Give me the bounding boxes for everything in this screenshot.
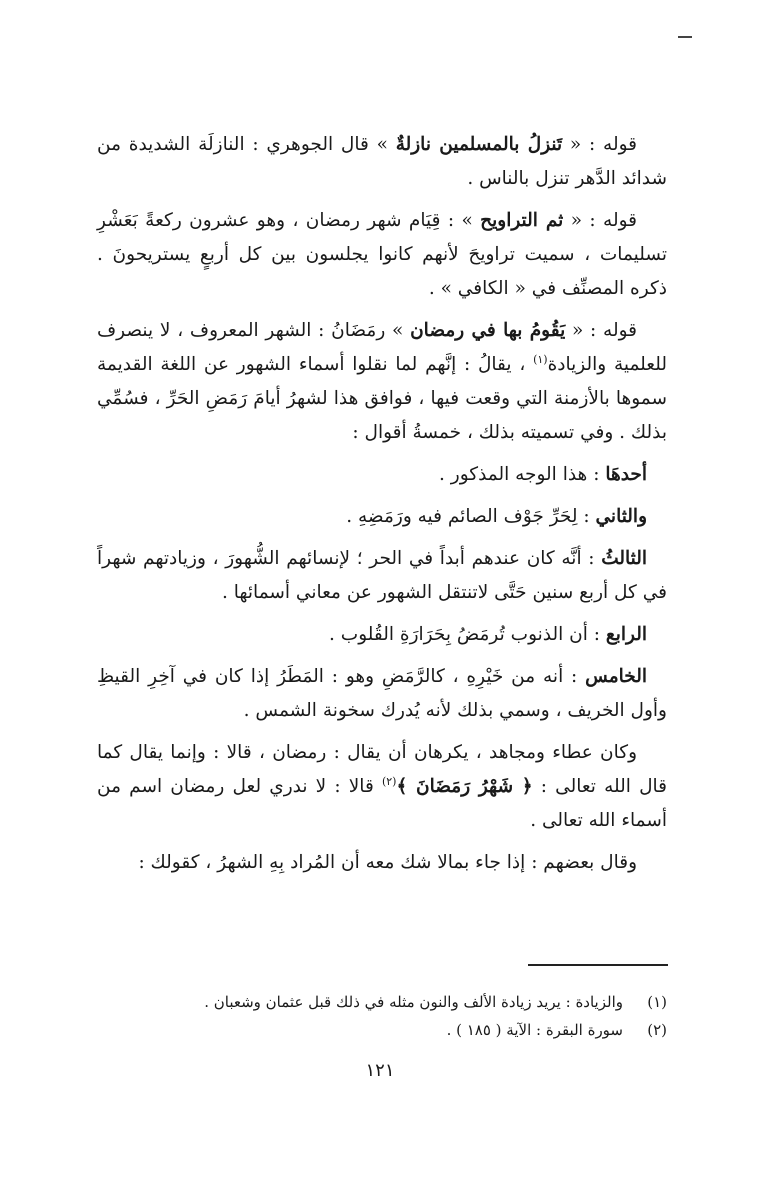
list-item-third [97,542,667,610]
footnotes [97,988,667,1044]
p4-b: قالا : لا ندري لعل رمضان اسم من أسماء الله تعالى . [97,776,667,831]
p4-a: وكان عطاء ومجاهد ، يكرهان أن يقال : رمضان ، قالا : وإنما يقال كما قال الله تعالى : [97,742,667,797]
item-text: : هذا الوجه المذكور . [439,464,606,485]
footnote-ref-1[interactable]: (١) [533,352,548,366]
list-item-first [97,458,667,492]
p1-rest: » قال الجوهري : النازلَة الشديدة من شدائد الدَّهر تنزل بالناس . [97,134,667,189]
paragraph-tanzil [97,128,667,196]
list-item-second [97,500,667,534]
footnote-ref-2[interactable]: (٢) [381,774,397,788]
p2-lead: قوله : « [563,210,638,231]
footnote-1 [97,988,667,1016]
p3-rest2: ، يقالُ : إنَّهم لما نقلوا أسماء الشهور عن اللغة القديمة سموها بالأزمنة التي وقعت فيها ، فوافق هذا لشهرُ أيامَ رَمَضِ الحَرِّ ، فسُمِّي بذلك . وفي تسميته بذلك ، خمسةُ أقوال : [97,354,667,443]
p3-rest: » رمَضَانُ : الشهر المعروف ، لا ينصرف للعلمية والزيادة [97,320,667,375]
footnote-text: سورة البقرة : الآية ( ١٨٥ ) . [446,1021,623,1039]
item-label: والثاني [595,506,647,527]
paragraph-ata-mujahid [97,736,667,838]
item-label: الخامس [585,666,647,687]
p3-lead: قوله : « [565,320,637,341]
footnote-2 [97,1016,667,1044]
item-text: : لِحَرِّ جَوْف الصائم فيه ورَمَضِهِ . [346,506,596,527]
p2-rest: » : قِيَام شهر رمضان ، وهو عشرون ركعةً بَعَشْرِ تسليمات ، سميت تراويحَ لأنهم كانوا يجلسون بين كل أربعٍ يستريحونَ . ذكره المصنِّف في « الكافي » . [97,210,667,299]
paragraph-tarawih [97,204,667,306]
page-number: ١٢١ [365,1060,395,1081]
corner-mark [678,36,692,38]
item-text: : أنَّه كان عندهم أبداً في الحر ؛ لإنسائهم الشُّهورَ ، وزيادتهم شهراً في كل أربع سنين حَتَّى لاتنتقل الشهور عن معاني أسمائها . [97,548,667,603]
item-text: : أن الذنوب تُرمَضُ بِحَرَارَةِ القُلوب . [329,624,606,645]
p2-bold: ثم التراويح [480,210,564,231]
paragraph-baadhuhum [97,846,667,880]
list-item-fifth [97,660,667,728]
p3-bold: يَقُومُ بها في رمضان [410,320,566,341]
p5-text: وقال بعضهم : إذا جاء بمالا شك معه أن المُراد بِهِ الشهرُ ، كقولك : [138,852,637,873]
item-text: : أنه من خَيْرِهِ ، كالرَّمَضِ وهو : المَطَرُ إذا كان في آخِرِ القيظِ وأول الخريف ، وسمي بذلك لأنه يُدرك سخونة الشمس . [97,666,667,721]
p1-lead: قوله : « [562,134,637,155]
item-label: الثالثُ [601,548,647,569]
p1-bold: تَنزلُ بالمسلمين نازلةٌ [395,134,563,155]
footnote-text: والزيادة : يريد زيادة الألف والنون مثله في ذلك قبل عثمان وشعبان . [204,993,623,1011]
footnote-number: (٢) [647,1021,667,1039]
paragraph-ramadan [97,314,667,450]
body-text [97,128,667,888]
quran-quote: ﴿ شَهْرُ رَمَضَانَ ﴾ [396,776,533,797]
footnote-number: (١) [647,993,667,1011]
footnote-divider [528,964,668,966]
list-item-fourth [97,618,667,652]
item-label: الرابع [605,624,647,645]
item-label: أحدهَا [605,464,647,485]
